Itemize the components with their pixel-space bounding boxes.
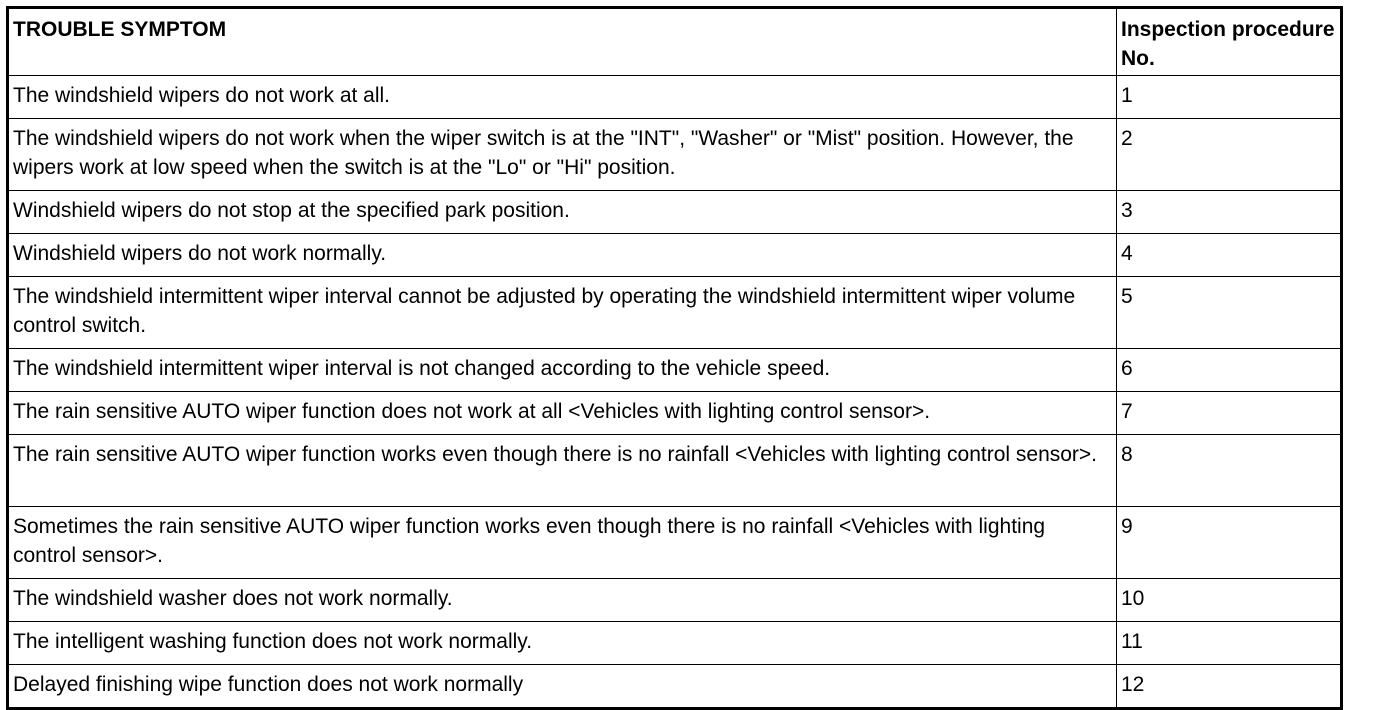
table-row bbox=[8, 622, 1342, 665]
procedure-cell: 2 bbox=[1117, 119, 1342, 191]
procedure-cell: 8 bbox=[1117, 435, 1342, 507]
table-row bbox=[8, 119, 1342, 191]
procedure-cell: 5 bbox=[1117, 277, 1342, 349]
symptom-cell: The windshield wipers do not work at all. bbox=[8, 76, 1117, 119]
header-trouble-symptom: TROUBLE SYMPTOM bbox=[8, 8, 1117, 76]
procedure-cell: 10 bbox=[1117, 579, 1342, 622]
table-row bbox=[8, 349, 1342, 392]
symptom-cell: The rain sensitive AUTO wiper function does not work at all <Vehicles with lighting control sensor>. bbox=[8, 392, 1117, 435]
table-row bbox=[8, 579, 1342, 622]
symptom-cell: Windshield wipers do not work normally. bbox=[8, 234, 1117, 277]
procedure-cell: 1 bbox=[1117, 76, 1342, 119]
symptom-cell: Sometimes the rain sensitive AUTO wiper function works even though there is no rainfall <Vehicles with lighting control sensor>. bbox=[8, 507, 1117, 579]
symptom-cell: The windshield intermittent wiper interval is not changed according to the vehicle speed. bbox=[8, 349, 1117, 392]
procedure-cell: 12 bbox=[1117, 665, 1342, 709]
table-row bbox=[8, 392, 1342, 435]
table-header-row bbox=[8, 8, 1342, 76]
trouble-symptom-table bbox=[6, 6, 1343, 710]
table-row bbox=[8, 76, 1342, 119]
procedure-cell: 7 bbox=[1117, 392, 1342, 435]
table-row bbox=[8, 234, 1342, 277]
procedure-cell: 11 bbox=[1117, 622, 1342, 665]
procedure-cell: 9 bbox=[1117, 507, 1342, 579]
procedure-cell: 4 bbox=[1117, 234, 1342, 277]
symptom-cell: The windshield washer does not work normally. bbox=[8, 579, 1117, 622]
header-inspection-procedure: Inspection procedure No. bbox=[1117, 8, 1342, 76]
table-row bbox=[8, 507, 1342, 579]
table-row bbox=[8, 435, 1342, 507]
symptom-cell: The windshield intermittent wiper interval cannot be adjusted by operating the windshield intermittent wiper volume control switch. bbox=[8, 277, 1117, 349]
table-row bbox=[8, 277, 1342, 349]
procedure-cell: 6 bbox=[1117, 349, 1342, 392]
symptom-cell: The rain sensitive AUTO wiper function works even though there is no rainfall <Vehicles with lighting control sensor>. bbox=[8, 435, 1117, 507]
symptom-cell: Delayed finishing wipe function does not work normally bbox=[8, 665, 1117, 709]
table-row bbox=[8, 665, 1342, 709]
symptom-cell: The intelligent washing function does not work normally. bbox=[8, 622, 1117, 665]
symptom-cell: Windshield wipers do not stop at the specified park position. bbox=[8, 191, 1117, 234]
symptom-cell: The windshield wipers do not work when the wiper switch is at the "INT", "Washer" or "Mist" position. However, the wipers work at low speed when the switch is at the "Lo" or "Hi" position. bbox=[8, 119, 1117, 191]
table-row bbox=[8, 191, 1342, 234]
procedure-cell: 3 bbox=[1117, 191, 1342, 234]
